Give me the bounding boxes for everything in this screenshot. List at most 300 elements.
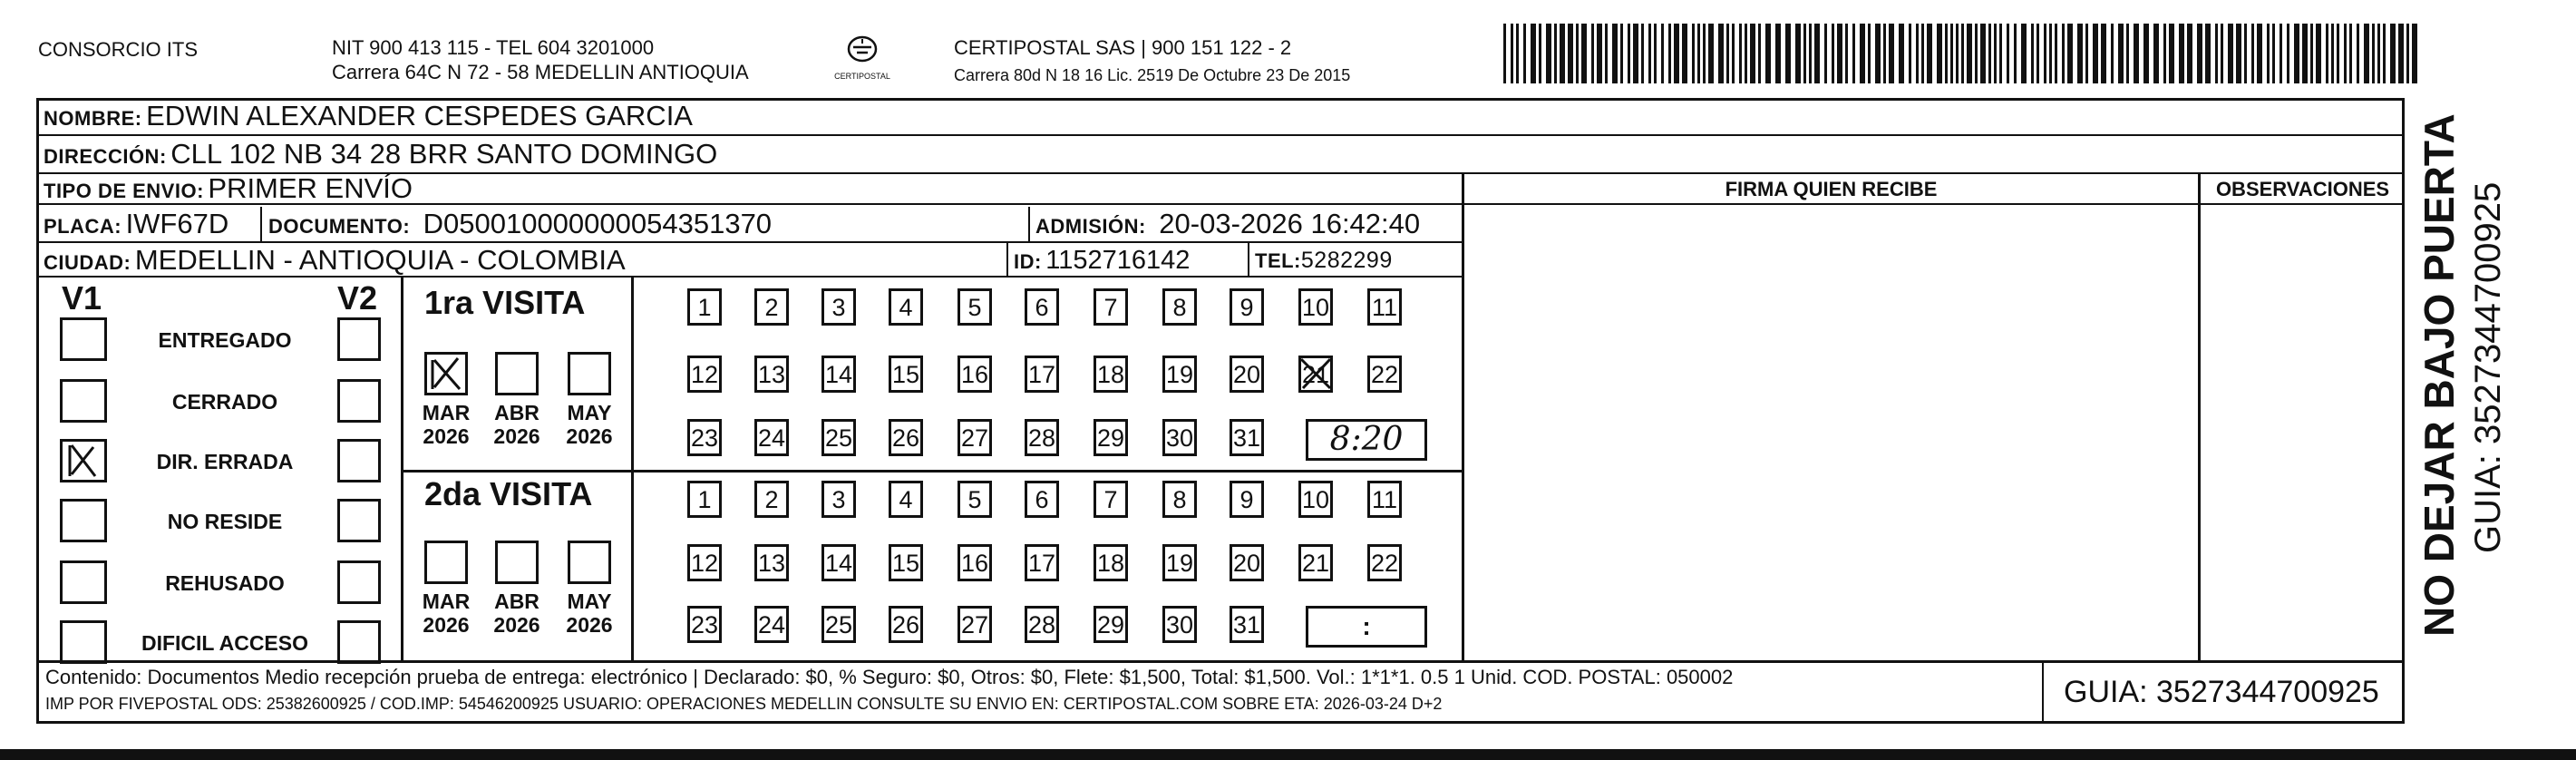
day-number: 12 <box>690 361 719 388</box>
barcode-bar <box>1961 24 1964 83</box>
barcode-bar <box>1576 24 1579 83</box>
tipo-value: PRIMER ENVÍO <box>208 172 413 204</box>
day-number: 20 <box>1232 361 1261 388</box>
barcode-bar <box>1809 24 1812 83</box>
barcode-bar <box>2294 24 2299 83</box>
day-number: 26 <box>891 424 920 452</box>
day-number: 24 <box>757 424 786 452</box>
barcode-bar <box>1605 24 1608 83</box>
first-visit-day-16[interactable] <box>957 356 992 393</box>
day-number: 3 <box>831 486 846 513</box>
barcode-bar <box>1916 24 1919 83</box>
tel-field <box>1255 244 1393 280</box>
day-number: 13 <box>757 361 786 388</box>
first-visit-day-15[interactable] <box>889 356 923 393</box>
barcode-bar <box>1845 24 1848 83</box>
second-visit-day-30[interactable] <box>1162 606 1197 643</box>
barcode-bar <box>1503 24 1506 83</box>
day-number: 9 <box>1239 294 1254 321</box>
second-visit-day-20[interactable] <box>1230 544 1264 581</box>
barcode-bar <box>1975 24 1978 83</box>
barcode-bar <box>2228 24 2233 83</box>
day-number: 17 <box>1027 550 1056 577</box>
second-visit-month-may-checkbox[interactable] <box>568 541 611 584</box>
day-number: 15 <box>891 361 920 388</box>
v1-checkbox-no-reside[interactable] <box>60 499 107 542</box>
status-label-rehusado: REHUSADO <box>165 571 285 595</box>
barcode-bar <box>1899 24 1904 83</box>
barcode-bar <box>1956 24 1959 83</box>
barcode-bar <box>1803 24 1806 83</box>
second-visit-day-21[interactable] <box>1298 544 1333 581</box>
id-label: ID: <box>1014 250 1042 273</box>
first-visit-day-1[interactable] <box>687 288 722 326</box>
documento-value: D050010000000054351370 <box>423 208 773 239</box>
first-visit-day-14[interactable] <box>821 356 856 393</box>
first-visit-day-6[interactable] <box>1025 288 1059 326</box>
v2-checkbox-dir-errada[interactable] <box>337 439 381 482</box>
barcode-bar <box>1999 24 2002 83</box>
day-number: 25 <box>824 424 853 452</box>
barcode-bar <box>1708 24 1714 83</box>
v1-checkbox-rehusado[interactable] <box>60 560 107 604</box>
barcode-bar <box>1546 24 1551 83</box>
barcode-bar <box>2153 24 2159 83</box>
barcode-bar <box>2049 24 2052 83</box>
firma-label: FIRMA QUIEN RECIBE <box>1725 178 1938 200</box>
ciudad-field <box>44 244 626 282</box>
day-number: 8 <box>1172 486 1187 513</box>
first-visit-day-7[interactable] <box>1094 288 1128 326</box>
day-number: 27 <box>960 424 989 452</box>
day-number: 20 <box>1232 550 1261 577</box>
barcode-bar <box>1739 24 1742 83</box>
v2-checkbox-entregado[interactable] <box>337 317 381 361</box>
visit-separator <box>401 470 1463 473</box>
second-visit-month-abr-checkbox[interactable] <box>495 541 539 584</box>
barcode-bar <box>2272 24 2275 83</box>
barcode-bar <box>1726 24 1729 83</box>
barcode-bar <box>2412 24 2417 83</box>
nit-line: NIT 900 413 115 - TEL 604 3201000 <box>332 36 655 59</box>
status-label-entregado: ENTREGADO <box>158 328 292 352</box>
v1-checkbox-entregado[interactable] <box>60 317 107 361</box>
second-visit-day-13[interactable] <box>754 544 789 581</box>
day-number: 29 <box>1096 611 1125 638</box>
day-number: 1 <box>697 294 712 321</box>
barcode-bar <box>2257 24 2262 83</box>
second-visit-day-4[interactable] <box>889 481 923 518</box>
second-visit-day-19[interactable] <box>1162 544 1197 581</box>
barcode-bar <box>2093 24 2098 83</box>
barcode-bar <box>2085 24 2088 83</box>
barcode-bar <box>2383 24 2386 83</box>
day-number: 1 <box>697 486 712 513</box>
barcode-bar <box>2267 24 2270 83</box>
barcode-bar <box>2372 24 2375 83</box>
second-visit-day-29[interactable] <box>1094 606 1128 643</box>
v2-checkbox-dificil-acceso[interactable] <box>337 620 381 664</box>
barcode-bar <box>1852 24 1855 83</box>
barcode-bar <box>1648 24 1651 83</box>
footer-guia: GUIA: 3527344700925 <box>2064 675 2379 709</box>
barcode-bar <box>1868 24 1871 83</box>
barcode-bar <box>1785 24 1791 83</box>
first-visit-day-25[interactable] <box>821 419 856 456</box>
day-number: 14 <box>824 550 853 577</box>
day-number: 22 <box>1370 550 1399 577</box>
day-number: 30 <box>1165 611 1194 638</box>
day-number: 10 <box>1301 294 1330 321</box>
day-number: 6 <box>1035 486 1049 513</box>
nombre-value: EDWIN ALEXANDER CESPEDES GARCIA <box>146 100 693 132</box>
second-visit-day-26[interactable] <box>889 606 923 643</box>
barcode-bar <box>2398 24 2404 83</box>
barcode-bar <box>2337 24 2339 83</box>
id-value: 1152716142 <box>1045 246 1191 275</box>
first-visit-day-18[interactable] <box>1094 356 1128 393</box>
footer-rule <box>36 660 2405 663</box>
check-mark-icon <box>427 355 465 393</box>
first-visit-day-30[interactable] <box>1162 419 1197 456</box>
divider-documento <box>260 207 262 243</box>
barcode-bar <box>2316 24 2321 83</box>
first-visit-day-26[interactable] <box>889 419 923 456</box>
day-number: 18 <box>1096 361 1125 388</box>
first-visit-day-29[interactable] <box>1094 419 1128 456</box>
barcode-bar <box>1718 24 1724 83</box>
second-visit-day-6[interactable] <box>1025 481 1059 518</box>
day-number: 6 <box>1035 294 1049 321</box>
v2-checkbox-no-reside[interactable] <box>337 499 381 542</box>
barcode-bar <box>1994 24 1997 83</box>
status-area-right-rule <box>401 278 403 660</box>
day-number: 5 <box>967 294 982 321</box>
first-visit-day-2[interactable] <box>754 288 789 326</box>
first-visit-day-24[interactable] <box>754 419 789 456</box>
divider-firma <box>1462 174 1464 660</box>
barcode-bar <box>1531 24 1536 83</box>
side-warning: NO DEJAR BAJO PUERTA <box>2416 113 2463 637</box>
day-number: 5 <box>967 486 982 513</box>
first-visit-time-field[interactable] <box>1306 419 1427 461</box>
v1-checkbox-dir-errada[interactable] <box>60 439 107 482</box>
v1-checkbox-dificil-acceso[interactable] <box>60 620 107 664</box>
barcode-bar <box>2036 24 2039 83</box>
day-number: 10 <box>1301 486 1330 513</box>
barcode-bar <box>1795 24 1801 83</box>
admision-field <box>1035 208 1420 246</box>
barcode-bar <box>1950 24 1953 83</box>
barcode-bar <box>2134 24 2139 83</box>
first-visit-day-13[interactable] <box>754 356 789 393</box>
direccion-label: DIRECCIÓN: <box>44 145 167 168</box>
barcode-bar <box>1980 24 1986 83</box>
barcode-bar <box>2406 24 2409 83</box>
footer-contenido: Contenido: Documentos Medio recepción prueba de entrega: electrónico | Declarado: $0, % Seguro: $0, Otros: $0, Flete: $1,500, Total: $1,500. Vol.: 1*1*1. 0.5 1 Unid. COD. POSTAL: 050002 <box>45 666 1734 688</box>
barcode-bar <box>2062 24 2065 83</box>
day-number: 16 <box>960 361 989 388</box>
day-number: 3 <box>831 294 846 321</box>
second-visit-title: 2da VISITA <box>424 475 593 512</box>
barcode-bar <box>2205 24 2211 83</box>
bottom-edge <box>0 749 2576 760</box>
v2-checkbox-rehusado[interactable] <box>337 560 381 604</box>
first-visit-day-28[interactable] <box>1025 419 1059 456</box>
barcode-bar <box>2236 24 2241 83</box>
second-visit-day-9[interactable] <box>1230 481 1264 518</box>
barcode-bar <box>1775 24 1781 83</box>
barcode-bar <box>1539 24 1541 83</box>
second-visit-day-5[interactable] <box>957 481 992 518</box>
barcode-bar <box>1511 24 1513 83</box>
barcode-bar <box>1750 24 1755 83</box>
barcode-bar <box>1641 24 1644 83</box>
first-visit-day-22[interactable] <box>1367 356 1402 393</box>
second-visit-month-mar-checkbox[interactable] <box>424 541 468 584</box>
documento-label: DOCUMENTO: <box>268 215 411 238</box>
barcode-bar <box>2287 24 2289 83</box>
day-number: 22 <box>1370 361 1399 388</box>
barcode-bar <box>1581 24 1587 83</box>
barcode-bar <box>1612 24 1618 83</box>
day-number: 9 <box>1239 486 1254 513</box>
barcode-bar <box>1832 24 1834 83</box>
barcode-bar <box>2126 24 2129 83</box>
barcode-bar <box>2179 24 2184 83</box>
placa-value: IWF67D <box>125 208 229 239</box>
barcode-bar <box>2197 24 2202 83</box>
second-visit-day-31[interactable] <box>1230 606 1264 643</box>
barcode-bar <box>1523 24 1526 83</box>
first-visit-month-may-checkbox[interactable] <box>568 352 611 395</box>
first-visit-day-27[interactable] <box>957 419 992 456</box>
barcode-bar <box>1674 24 1679 83</box>
day-number: 2 <box>764 486 779 513</box>
second-visit-day-12[interactable] <box>687 544 722 581</box>
day-number: 21 <box>1301 550 1330 577</box>
day-number: 25 <box>824 611 853 638</box>
day-number: 7 <box>1103 294 1118 321</box>
day-number: 15 <box>891 550 920 577</box>
status-label-cerrado: CERRADO <box>171 390 278 414</box>
license-line: Carrera 80d N 18 16 Lic. 2519 De Octubre 23 De 2015 <box>954 66 1351 84</box>
status-label-dir-errada: DIR. ERRADA <box>156 450 294 473</box>
barcode-bar <box>1591 24 1594 83</box>
first-visit-day-11[interactable] <box>1367 288 1402 326</box>
second-visit-day-24[interactable] <box>754 606 789 643</box>
barcode-bar <box>2101 24 2106 83</box>
first-visit-month-mar-checkbox[interactable] <box>424 352 468 395</box>
first-visit-day-17[interactable] <box>1025 356 1059 393</box>
second-visit-day-18[interactable] <box>1094 544 1128 581</box>
barcode-bar <box>2077 24 2083 83</box>
first-visit-day-21[interactable] <box>1298 356 1333 393</box>
nombre-field <box>44 100 693 138</box>
first-visit-month-abr-checkbox[interactable] <box>495 352 539 395</box>
second-visit-day-7[interactable] <box>1094 481 1128 518</box>
divider-admision <box>1028 207 1030 243</box>
second-visit-day-3[interactable] <box>821 481 856 518</box>
barcode-bar <box>1703 24 1706 83</box>
barcode-bar <box>1516 24 1519 83</box>
barcode-bar <box>1945 24 1948 83</box>
first-visit-month-label: MAY 2026 <box>566 401 613 448</box>
day-number: 4 <box>899 294 913 321</box>
day-number: 13 <box>757 550 786 577</box>
second-visit-day-14[interactable] <box>821 544 856 581</box>
barcode-bar <box>1988 24 1991 83</box>
barcode-bar <box>2215 24 2218 83</box>
second-visit-day-10[interactable] <box>1298 481 1333 518</box>
day-number: 26 <box>891 611 920 638</box>
barcode-bar <box>2143 24 2149 83</box>
day-number: 31 <box>1232 424 1261 452</box>
month-area-right-rule <box>631 278 634 660</box>
tipo-label: TIPO DE ENVIO: <box>44 180 204 202</box>
first-visit-day-20[interactable] <box>1230 356 1264 393</box>
barcode-bar <box>2244 24 2247 83</box>
day-number: 11 <box>1371 294 1398 321</box>
barcode-bar <box>2221 24 2223 83</box>
first-visit-day-19[interactable] <box>1162 356 1197 393</box>
day-number: 4 <box>899 486 913 513</box>
first-visit-day-31[interactable] <box>1230 419 1264 456</box>
barcode-bar <box>1889 24 1894 83</box>
day-number: 14 <box>824 361 853 388</box>
logo-caption: CERTIPOSTAL <box>834 72 890 81</box>
v1-label: V1 <box>62 279 102 317</box>
day-number: 8 <box>1172 294 1187 321</box>
barcode-bar <box>1927 24 1932 83</box>
second-visit-month-label: MAR 2026 <box>422 589 471 637</box>
placa-field <box>44 208 228 246</box>
second-visit-day-27[interactable] <box>957 606 992 643</box>
barcode-bar <box>2310 24 2313 83</box>
barcode-bar <box>2021 24 2027 83</box>
placa-label: PLACA: <box>44 215 122 238</box>
second-visit-day-1[interactable] <box>687 481 722 518</box>
check-mark-icon <box>63 442 104 480</box>
barcode-bar <box>2377 24 2380 83</box>
day-number: 16 <box>960 550 989 577</box>
barcode-bar <box>1765 24 1771 83</box>
day-number: 28 <box>1027 611 1056 638</box>
v1-checkbox-cerrado[interactable] <box>60 379 107 423</box>
second-visit-time-field[interactable] <box>1306 606 1427 648</box>
v2-checkbox-cerrado[interactable] <box>337 379 381 423</box>
day-number: 23 <box>690 424 719 452</box>
day-number: 28 <box>1027 424 1056 452</box>
barcode-bar <box>2331 24 2334 83</box>
day-number: 21 <box>1301 361 1330 388</box>
barcode-bar <box>2187 24 2192 83</box>
barcode-bar <box>2118 24 2124 83</box>
status-label-no-reside: NO RESIDE <box>167 510 283 533</box>
barcode-bar <box>2044 24 2046 83</box>
day-number: 19 <box>1165 550 1194 577</box>
company-name: CONSORCIO ITS <box>38 38 199 61</box>
day-number: 18 <box>1096 550 1125 577</box>
second-visit-day-8[interactable] <box>1162 481 1197 518</box>
barcode-bar <box>1921 24 1924 83</box>
barcode-bar <box>1682 24 1687 83</box>
barcode-bar <box>1568 24 1573 83</box>
first-visit-day-5[interactable] <box>957 288 992 326</box>
first-visit-day-8[interactable] <box>1162 288 1197 326</box>
second-visit-day-23[interactable] <box>687 606 722 643</box>
first-visit-day-4[interactable] <box>889 288 923 326</box>
first-visit-day-3[interactable] <box>821 288 856 326</box>
day-number: 7 <box>1103 486 1118 513</box>
admision-value: 20-03-2026 16:42:40 <box>1159 208 1421 239</box>
day-number: 19 <box>1165 361 1194 388</box>
day-number: 31 <box>1232 611 1261 638</box>
tel-label: TEL: <box>1255 249 1301 272</box>
divider-tel <box>1248 243 1249 278</box>
second-visit-day-11[interactable] <box>1367 481 1402 518</box>
footer-imp-line: IMP POR FIVEPOSTAL ODS: 25382600925 / COD.IMP: 54546200925 USUARIO: OPERACIONES MEDELLIN CONSULTE SU ENVIO EN: CERTIPOSTAL.COM SOBRE ETA: 2026-03-24 D+2 <box>45 695 1443 713</box>
barcode-bar <box>1883 24 1886 83</box>
second-visit-day-15[interactable] <box>889 544 923 581</box>
first-visit-day-10[interactable] <box>1298 288 1333 326</box>
barcode-bar <box>1875 24 1881 83</box>
observaciones-label: OBSERVACIONES <box>2215 178 2390 200</box>
barcode-bar <box>2163 24 2166 83</box>
barcode-bar <box>1745 24 1747 83</box>
id-field <box>1014 244 1190 281</box>
day-number: 23 <box>690 611 719 638</box>
barcode-bar <box>2251 24 2254 83</box>
first-visit-day-23[interactable] <box>687 419 722 456</box>
barcode-bar <box>2031 24 2034 83</box>
second-visit-day-22[interactable] <box>1367 544 1402 581</box>
barcode-bar <box>1620 24 1623 83</box>
first-visit-month-label: MAR 2026 <box>422 401 471 448</box>
tel-value: 5282299 <box>1300 248 1393 273</box>
footer-guia-divider <box>2042 660 2044 724</box>
first-visit-time-value: 8:20 <box>1329 421 1404 458</box>
divider-id <box>1006 243 1008 278</box>
barcode-bar <box>1661 24 1664 83</box>
barcode-bar <box>1860 24 1865 83</box>
barcode-bar <box>2280 24 2282 83</box>
barcode-bar <box>1668 24 1671 83</box>
v2-label: V2 <box>337 279 378 317</box>
first-visit-day-9[interactable] <box>1230 288 1264 326</box>
second-visit-day-28[interactable] <box>1025 606 1059 643</box>
barcode-bar <box>1758 24 1761 83</box>
day-number: 2 <box>764 294 779 321</box>
barcode-bar <box>2364 24 2369 83</box>
barcode-bar <box>1560 24 1565 83</box>
barcode-bar <box>1937 24 1942 83</box>
second-visit-day-25[interactable] <box>821 606 856 643</box>
certipostal-line: CERTIPOSTAL SAS | 900 151 122 - 2 <box>954 36 1292 59</box>
second-visit-day-2[interactable] <box>754 481 789 518</box>
second-visit-day-17[interactable] <box>1025 544 1059 581</box>
barcode-bar <box>1554 24 1557 83</box>
second-visit-day-16[interactable] <box>957 544 992 581</box>
barcode-bar <box>1824 24 1827 83</box>
tipo-field <box>44 172 413 210</box>
first-visit-day-12[interactable] <box>687 356 722 393</box>
barcode-bar <box>1909 24 1911 83</box>
barcode-bar <box>2349 24 2352 83</box>
second-visit-time-value: : <box>1362 612 1371 640</box>
direccion-field <box>44 138 717 176</box>
first-visit-title: 1ra VISITA <box>424 284 586 321</box>
